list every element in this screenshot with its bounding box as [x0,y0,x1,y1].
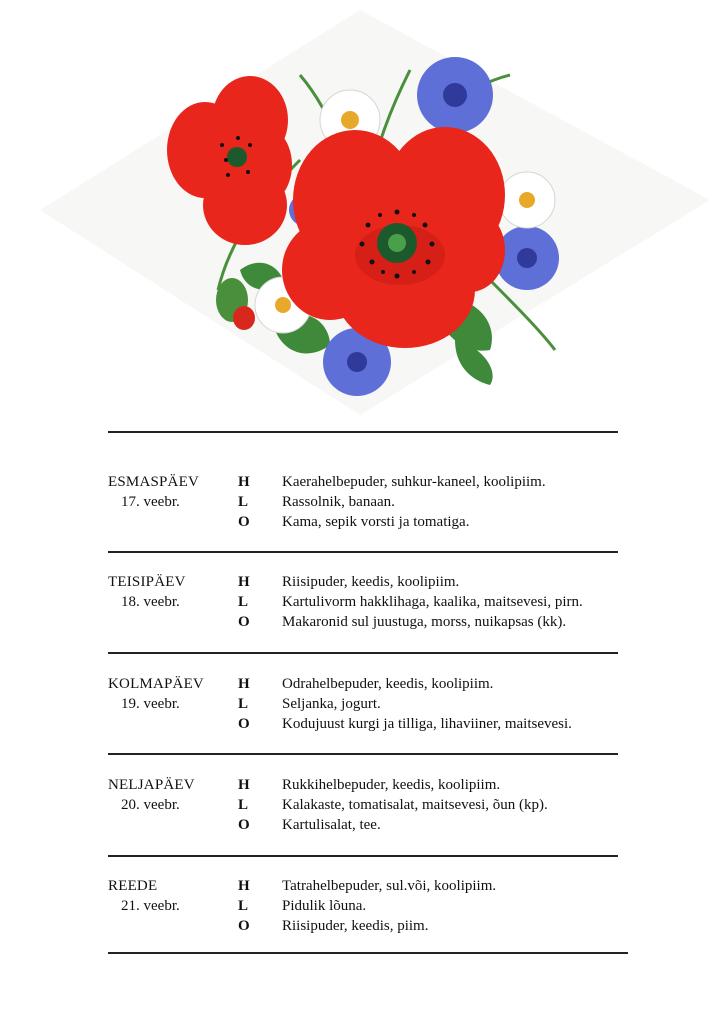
meal-text: Rukkihelbepuder, keedis, koolipiim. [282,777,501,793]
meal-text: Makaronid sul juustuga, morss, nuikapsas (kk). [282,614,567,630]
day-block-thursday [108,777,628,857]
meal-code: H [238,777,250,793]
day-name: KOLMAPÄEV [108,676,204,692]
meal-code: L [238,494,249,510]
day-block-wednesday [108,676,628,756]
meal-text: Rassolnik, banaan. [282,494,395,510]
meal-text: Kama, sepik vorsti ja tomatiga. [282,514,470,530]
meal-text: Riisipuder, keedis, koolipiim. [282,574,460,590]
meal-text: Kartulisalat, tee. [282,817,381,833]
meal-text: Seljanka, jogurt. [282,696,381,712]
meal-text: Kodujuust kurgi ja tilliga, lihaviiner, maitsevesi. [282,716,572,732]
meal-code: L [238,797,249,813]
flower-bouquet-illustration [0,0,724,420]
day-date: 17. veebr. [121,494,180,510]
meal-code: H [238,878,250,894]
meal-text: Riisipuder, keedis, piim. [282,918,429,934]
day-date: 18. veebr. [121,594,180,610]
meal-code: O [238,716,250,732]
meal-text: Odrahelbepuder, keedis, koolipiim. [282,676,494,692]
meal-code: H [238,676,250,692]
meal-text: Kartulivorm hakklihaga, kaalika, maitsevesi, pirn. [282,594,583,610]
meal-code: O [238,817,250,833]
day-name: TEISIPÄEV [108,574,186,590]
day-name: ESMASPÄEV [108,474,199,490]
meal-text: Kaerahelbepuder, suhkur-kaneel, koolipiim. [282,474,546,490]
meal-code: O [238,514,250,530]
day-block-monday [108,474,628,554]
day-name: NELJAPÄEV [108,777,195,793]
meal-text: Tatrahelbepuder, sul.või, koolipiim. [282,878,497,894]
divider-line [108,431,618,433]
meal-code: H [238,574,250,590]
meal-code: L [238,696,249,712]
meal-code: O [238,614,250,630]
meal-code: L [238,898,249,914]
meal-text: Pidulik lõuna. [282,898,367,914]
day-block-friday [108,878,628,958]
day-date: 20. veebr. [121,797,180,813]
meal-code: H [238,474,250,490]
meal-text: Kalakaste, tomatisalat, maitsevesi, õun (kp). [282,797,548,813]
meal-code: L [238,594,249,610]
day-name: REEDE [108,878,158,894]
meal-code: O [238,918,250,934]
day-date: 21. veebr. [121,898,180,914]
day-block-tuesday [108,574,628,654]
day-date: 19. veebr. [121,696,180,712]
